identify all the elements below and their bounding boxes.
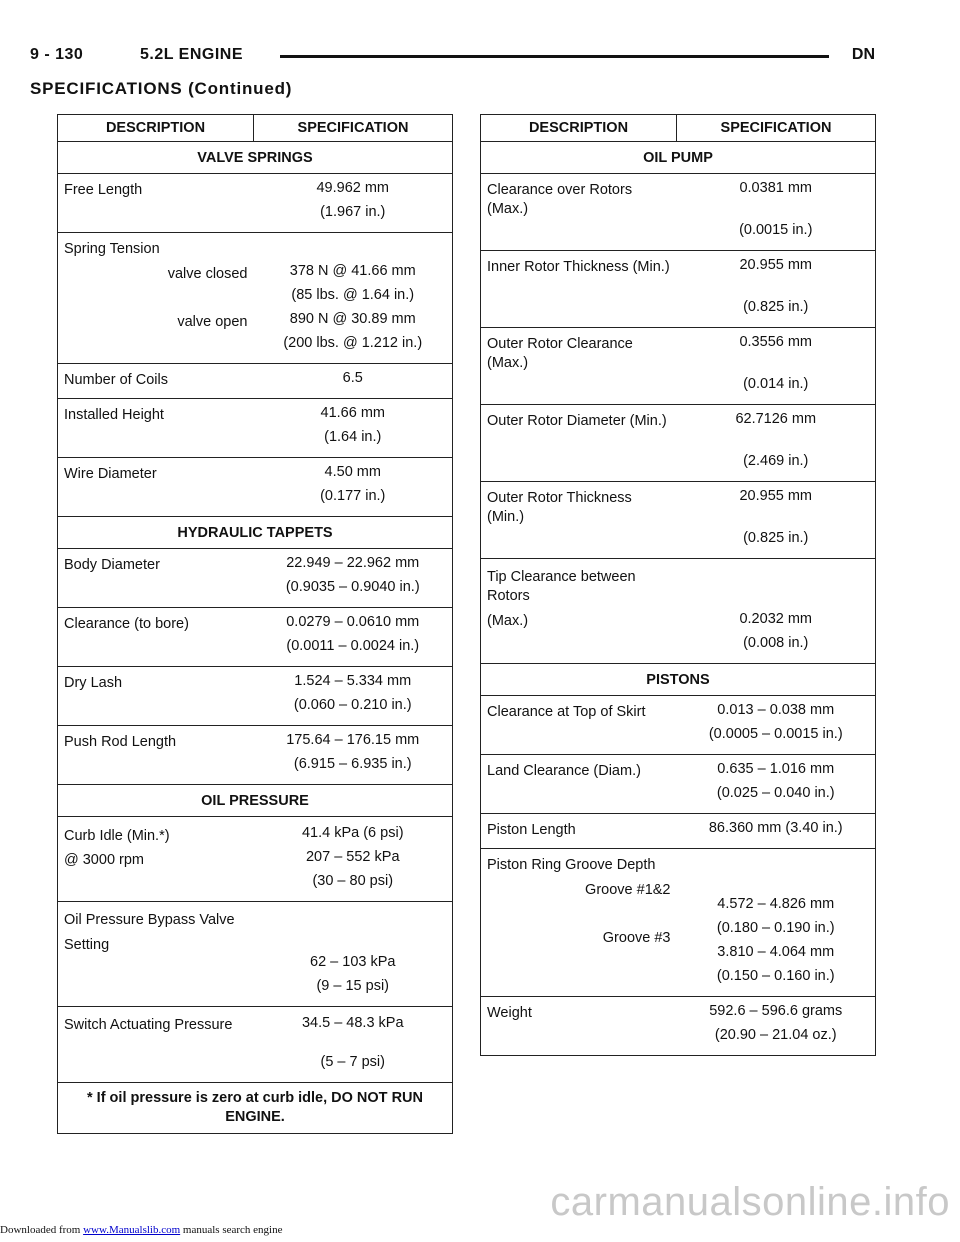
row-label: Inner Rotor Thickness (Min.) <box>481 251 677 328</box>
row-value: 62.7126 mm (2.469 in.) <box>677 405 876 482</box>
row-value: 41.4 kPa (6 psi) 207 – 552 kPa (30 – 80 psi) <box>254 817 453 902</box>
download-footer: Downloaded from www.Manualslib.com manuals search engine <box>0 1224 283 1236</box>
page-number: 9 - 130 <box>30 46 84 63</box>
row-value: 378 N @ 41.66 mm (85 lbs. @ 1.64 in.) 890 N @ 30.89 mm (200 lbs. @ 1.212 in.) <box>254 233 453 364</box>
row-label: Number of Coils <box>58 364 254 399</box>
row-value: 0.0279 – 0.0610 mm (0.0011 – 0.0024 in.) <box>254 608 453 667</box>
table-row <box>58 817 453 902</box>
section-oil-pressure: OIL PRESSURE <box>58 785 453 817</box>
table-row <box>481 997 876 1056</box>
table-row <box>481 696 876 755</box>
row-value: 0.3556 mm (0.014 in.) <box>677 328 876 405</box>
row-value: 0.013 – 0.038 mm (0.0005 – 0.0015 in.) <box>677 696 876 755</box>
col-specification: SPECIFICATION <box>720 120 832 136</box>
table-row <box>58 549 453 608</box>
row-value: 6.5 <box>254 364 453 399</box>
row-label: Tip Clearance between Rotors (Max.) <box>481 559 677 664</box>
row-label: Spring Tension valve closed valve open <box>58 233 254 364</box>
header-rule <box>280 55 829 58</box>
oil-pressure-note: * If oil pressure is zero at curb idle, DO NOT RUN ENGINE. <box>58 1083 453 1134</box>
table-row <box>481 755 876 814</box>
section-valve-springs: VALVE SPRINGS <box>58 142 453 174</box>
table-row <box>481 405 876 482</box>
watermark: carmanualsonline.info <box>550 1180 950 1224</box>
row-label: Weight <box>481 997 677 1056</box>
table-row <box>58 726 453 785</box>
row-value: 0.635 – 1.016 mm (0.025 – 0.040 in.) <box>677 755 876 814</box>
table-row <box>58 399 453 458</box>
row-label: Outer Rotor Thickness (Min.) <box>481 482 677 559</box>
section-name: 5.2L ENGINE <box>140 46 244 63</box>
table-row <box>58 174 453 233</box>
table-header <box>58 115 453 142</box>
col-description: DESCRIPTION <box>58 115 254 142</box>
row-value: 62 – 103 kPa (9 – 15 psi) <box>254 902 453 1007</box>
left-spec-table <box>57 114 453 1134</box>
row-value: 1.524 – 5.334 mm (0.060 – 0.210 in.) <box>254 667 453 726</box>
table-row <box>481 559 876 664</box>
table-row <box>58 233 453 364</box>
table-row <box>58 364 453 399</box>
table-row <box>481 174 876 251</box>
row-label: Clearance at Top of Skirt <box>481 696 677 755</box>
page-title: SPECIFICATIONS (Continued) <box>30 79 293 98</box>
section-pistons: PISTONS <box>481 664 876 696</box>
row-label: Curb Idle (Min.*) @ 3000 rpm <box>58 817 254 902</box>
row-label: Body Diameter <box>58 549 254 608</box>
row-label: Piston Length <box>481 814 677 849</box>
model-code: DN <box>851 46 875 63</box>
col-specification: SPECIFICATION <box>297 120 409 136</box>
table-row <box>481 814 876 849</box>
section-hydraulic-tappets: HYDRAULIC TAPPETS <box>58 517 453 549</box>
table-row <box>481 482 876 559</box>
row-label: Oil Pressure Bypass Valve Setting <box>58 902 254 1007</box>
row-value: 0.2032 mm (0.008 in.) <box>677 559 876 664</box>
row-value: 86.360 mm (3.40 in.) <box>677 814 876 849</box>
table-row <box>58 458 453 517</box>
table-row <box>58 608 453 667</box>
row-value: 49.962 mm (1.967 in.) <box>254 174 453 233</box>
row-label: Switch Actuating Pressure <box>58 1007 254 1083</box>
table-header <box>481 115 876 142</box>
row-label: Outer Rotor Diameter (Min.) <box>481 405 677 482</box>
row-label: Installed Height <box>58 399 254 458</box>
row-value: 22.949 – 22.962 mm (0.9035 – 0.9040 in.) <box>254 549 453 608</box>
section-oil-pump: OIL PUMP <box>481 142 876 174</box>
page-header <box>30 43 875 69</box>
manualslib-link[interactable]: www.Manualslib.com <box>83 1224 181 1236</box>
row-label: Dry Lash <box>58 667 254 726</box>
row-label: Push Rod Length <box>58 726 254 785</box>
table-row <box>58 902 453 1007</box>
col-description: DESCRIPTION <box>481 115 677 142</box>
row-value: 4.572 – 4.826 mm (0.180 – 0.190 in.) 3.810 – 4.064 mm (0.150 – 0.160 in.) <box>677 849 876 997</box>
table-row <box>481 251 876 328</box>
right-spec-table <box>480 114 876 1056</box>
table-row <box>58 667 453 726</box>
table-row <box>481 328 876 405</box>
row-value: 175.64 – 176.15 mm (6.915 – 6.935 in.) <box>254 726 453 785</box>
row-value: 20.955 mm (0.825 in.) <box>677 251 876 328</box>
row-label: Free Length <box>58 174 254 233</box>
row-value: 34.5 – 48.3 kPa (5 – 7 psi) <box>254 1007 453 1083</box>
row-value: 592.6 – 596.6 grams (20.90 – 21.04 oz.) <box>677 997 876 1056</box>
row-value: 41.66 mm (1.64 in.) <box>254 399 453 458</box>
row-label: Clearance (to bore) <box>58 608 254 667</box>
row-value: 4.50 mm (0.177 in.) <box>254 458 453 517</box>
table-row <box>58 1007 453 1083</box>
row-value: 20.955 mm (0.825 in.) <box>677 482 876 559</box>
row-label: Piston Ring Groove Depth Groove #1&2 Groove #3 <box>481 849 677 997</box>
row-label: Land Clearance (Diam.) <box>481 755 677 814</box>
row-label: Clearance over Rotors (Max.) <box>481 174 677 251</box>
table-row <box>481 849 876 997</box>
row-label: Outer Rotor Clearance (Max.) <box>481 328 677 405</box>
row-value: 0.0381 mm (0.0015 in.) <box>677 174 876 251</box>
row-label: Wire Diameter <box>58 458 254 517</box>
